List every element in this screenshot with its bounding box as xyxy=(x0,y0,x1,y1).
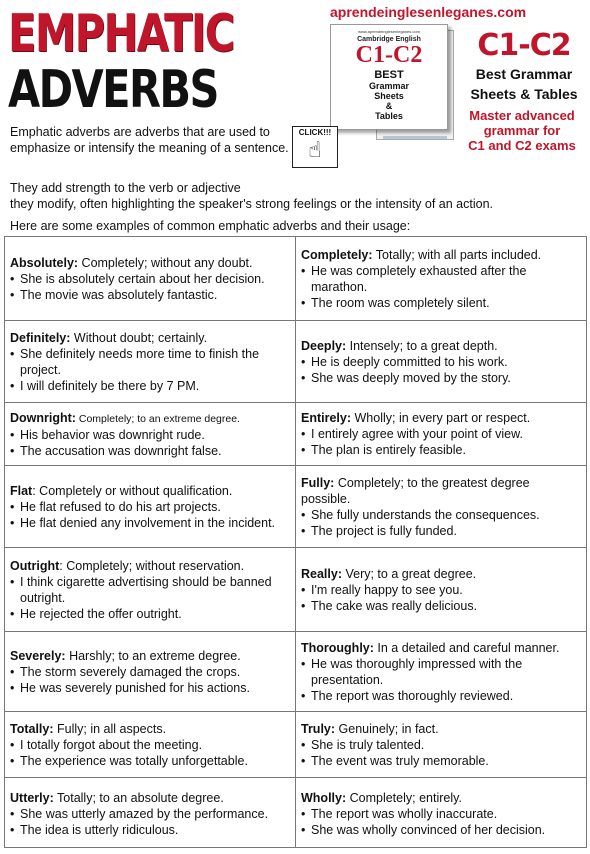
promo-master-line-3: C1 and C2 exams xyxy=(468,138,576,153)
adverb-term: Severely: xyxy=(10,648,66,663)
adverb-definition xyxy=(10,255,290,271)
example-sentence: • The room was completely silent. xyxy=(301,295,581,311)
book-best: BEST xyxy=(374,69,404,81)
example-sentence: • She definitely needs more time to finish the project. xyxy=(10,346,290,378)
definition-text: : Completely; without reservation. xyxy=(59,558,245,573)
adverb-definition xyxy=(10,483,290,499)
adverb-cell xyxy=(5,778,295,849)
adverb-term: Utterly: xyxy=(10,790,54,805)
site-url[interactable]: aprendeinglesenleganes.com xyxy=(330,4,527,20)
example-sentence: • She was utterly amazed by the performance. xyxy=(10,806,290,822)
promo-level: C1-C2 xyxy=(477,28,571,63)
adverb-term: Flat xyxy=(10,483,33,498)
intro-paragraph-2 xyxy=(10,180,585,212)
example-sentence: • She is absolutely certain about her decision. xyxy=(10,271,290,287)
promo-master xyxy=(452,108,590,153)
adverb-term: Totally: xyxy=(10,721,54,736)
book-cover-image[interactable] xyxy=(330,24,448,130)
example-sentence: • The report was wholly inaccurate. xyxy=(301,806,581,822)
example-sentence: • He was completely exhausted after the marathon. xyxy=(301,263,581,295)
adverb-term: Deeply: xyxy=(301,338,347,353)
adverb-definition xyxy=(10,721,290,737)
example-sentence: • She is truly talented. xyxy=(301,737,581,753)
intro-paragraph-2-line-2: they modify, often highlighting the speaker's strong feelings or the intensity of an action. xyxy=(10,197,493,211)
adverb-definition xyxy=(301,566,581,582)
adverb-cell xyxy=(296,466,586,548)
adverb-cell xyxy=(5,321,295,403)
example-sentence: • The idea is utterly ridiculous. xyxy=(10,822,290,838)
adverb-term: Truly: xyxy=(301,721,336,736)
promo-best-line-1: Best Grammar xyxy=(475,66,573,82)
adverb-definition xyxy=(301,475,581,507)
intro-paragraph-3: Here are some examples of common emphatic adverbs and their usage: xyxy=(10,219,411,233)
adverb-cell xyxy=(5,548,295,632)
adverb-term: Definitely: xyxy=(10,330,71,345)
adverb-cell xyxy=(296,548,586,632)
example-sentence: • I will definitely be there by 7 PM. xyxy=(10,378,290,394)
example-sentence: • He flat denied any involvement in the incident. xyxy=(10,515,290,531)
definition-text: : Completely or without qualification. xyxy=(32,483,233,498)
definition-text: Completely; to the greatest degree possible. xyxy=(301,475,530,506)
example-sentence: • The experience was totally unforgettable. xyxy=(10,753,290,769)
click-label: CLICK!!! xyxy=(298,128,332,137)
book-line-2: Sheets xyxy=(374,91,404,101)
example-sentence: • The project is fully funded. xyxy=(301,523,581,539)
book-line-1: Grammar xyxy=(368,81,410,91)
definition-text: Intensely; to a great depth. xyxy=(346,338,498,353)
example-sentence: • He rejected the offer outright. xyxy=(10,606,290,622)
promo-best-line-2: Sheets & Tables xyxy=(470,86,578,102)
adverb-term: Fully: xyxy=(301,475,335,490)
book-publisher: Cambridge English xyxy=(357,36,421,43)
example-sentence: • She was wholly convinced of her decision. xyxy=(301,822,581,838)
adverb-definition xyxy=(10,648,290,664)
adverb-definition xyxy=(10,790,290,806)
example-sentence: • His behavior was downright rude. xyxy=(10,427,290,443)
adverb-term: Thoroughly: xyxy=(301,640,374,655)
adverb-cell xyxy=(296,712,586,778)
adverb-definition xyxy=(10,558,290,574)
pointing-hand-icon: ☝ xyxy=(308,137,322,162)
adverb-cell xyxy=(296,321,586,403)
adverb-cell xyxy=(296,237,586,321)
example-sentence: • He flat refused to do his art projects. xyxy=(10,499,290,515)
adverb-term: Outright xyxy=(10,558,60,573)
example-sentence: • The plan is entirely feasible. xyxy=(301,442,581,458)
adverb-cell xyxy=(5,632,295,712)
example-sentence: • I totally forgot about the meeting. xyxy=(10,737,290,753)
adverb-cell xyxy=(296,632,586,712)
book-level: C1-C2 xyxy=(355,42,423,68)
example-sentence: • I'm really happy to see you. xyxy=(301,582,581,598)
example-sentence: • The event was truly memorable. xyxy=(301,753,581,769)
example-sentence: • I think cigarette advertising should be banned outright. xyxy=(10,574,290,606)
adverb-definition xyxy=(10,330,290,346)
example-sentence: • She was deeply moved by the story. xyxy=(301,370,581,386)
definition-text: Fully; in all aspects. xyxy=(53,721,167,736)
adverbs-table xyxy=(4,236,587,848)
adverb-term: Absolutely: xyxy=(10,255,79,270)
definition-text: Wholly; in every part or respect. xyxy=(351,411,531,425)
adverb-cell xyxy=(296,778,586,849)
adverb-cell xyxy=(5,712,295,778)
adverb-term: Really: xyxy=(301,566,342,581)
definition-text: Genuinely; in fact. xyxy=(335,721,439,736)
intro-paragraph-1: Emphatic adverbs are adverbs that are used to emphasize or intensify the meaning of a sentence. xyxy=(10,125,289,155)
left-column xyxy=(5,237,295,847)
adverb-term: Entirely: xyxy=(301,411,352,425)
right-column xyxy=(296,237,586,847)
adverb-definition xyxy=(301,790,581,806)
adverb-definition xyxy=(301,410,581,426)
adverb-definition xyxy=(10,410,290,427)
promo-master-line-2: grammar for xyxy=(483,123,561,138)
definition-text: Harshly; to an extreme degree. xyxy=(65,648,241,663)
book-site: www.aprendeinglesenleganes.com xyxy=(358,29,420,34)
adverb-cell xyxy=(5,403,295,466)
adverb-term: Completely: xyxy=(301,247,373,262)
definition-text: Completely; to an extreme degree. xyxy=(75,412,240,425)
example-sentence: • He was thoroughly impressed with the presentation. xyxy=(301,656,581,688)
adverb-cell xyxy=(296,403,586,466)
promo-best xyxy=(458,64,590,104)
adverb-definition xyxy=(301,721,581,737)
adverb-cell xyxy=(5,237,295,321)
intro-paragraph-2-line-1: They add strength to the verb or adjective xyxy=(10,181,241,195)
definition-text: Without doubt; certainly. xyxy=(70,330,208,345)
example-sentence: • He is deeply committed to his work. xyxy=(301,354,581,370)
example-sentence: • The accusation was downright false. xyxy=(10,443,290,459)
promo-master-line-1: Master advanced xyxy=(469,108,575,123)
adverb-definition xyxy=(301,640,581,656)
click-button[interactable] xyxy=(292,126,338,168)
definition-text: Completely; entirely. xyxy=(346,790,462,805)
adverb-term: Wholly: xyxy=(301,790,347,805)
definition-text: In a detailed and careful manner. xyxy=(373,640,560,655)
example-sentence: • The movie was absolutely fantastic. xyxy=(10,287,290,303)
example-sentence: • The cake was really delicious. xyxy=(301,598,581,614)
definition-text: Completely; without any doubt. xyxy=(78,255,253,270)
title-line-1: EMPHATIC xyxy=(8,4,234,64)
example-sentence: • He was severely punished for his actions. xyxy=(10,680,290,696)
book-line-4: Tables xyxy=(375,111,403,121)
adverb-cell xyxy=(5,466,295,548)
title-line-2: ADVERBS xyxy=(8,60,218,120)
book-line-3: & xyxy=(385,101,393,111)
example-sentence: • The storm severely damaged the crops. xyxy=(10,664,290,680)
adverb-term: Downright: xyxy=(10,410,76,425)
example-sentence: • I entirely agree with your point of view. xyxy=(301,426,581,442)
definition-text: Totally; with all parts included. xyxy=(372,247,542,262)
definition-text: Totally; to an absolute degree. xyxy=(53,790,224,805)
adverb-definition xyxy=(301,247,581,263)
definition-text: Very; to a great degree. xyxy=(342,566,477,581)
example-sentence: • She fully understands the consequences. xyxy=(301,507,581,523)
adverb-definition xyxy=(301,338,581,354)
example-sentence: • The report was thoroughly reviewed. xyxy=(301,688,581,704)
